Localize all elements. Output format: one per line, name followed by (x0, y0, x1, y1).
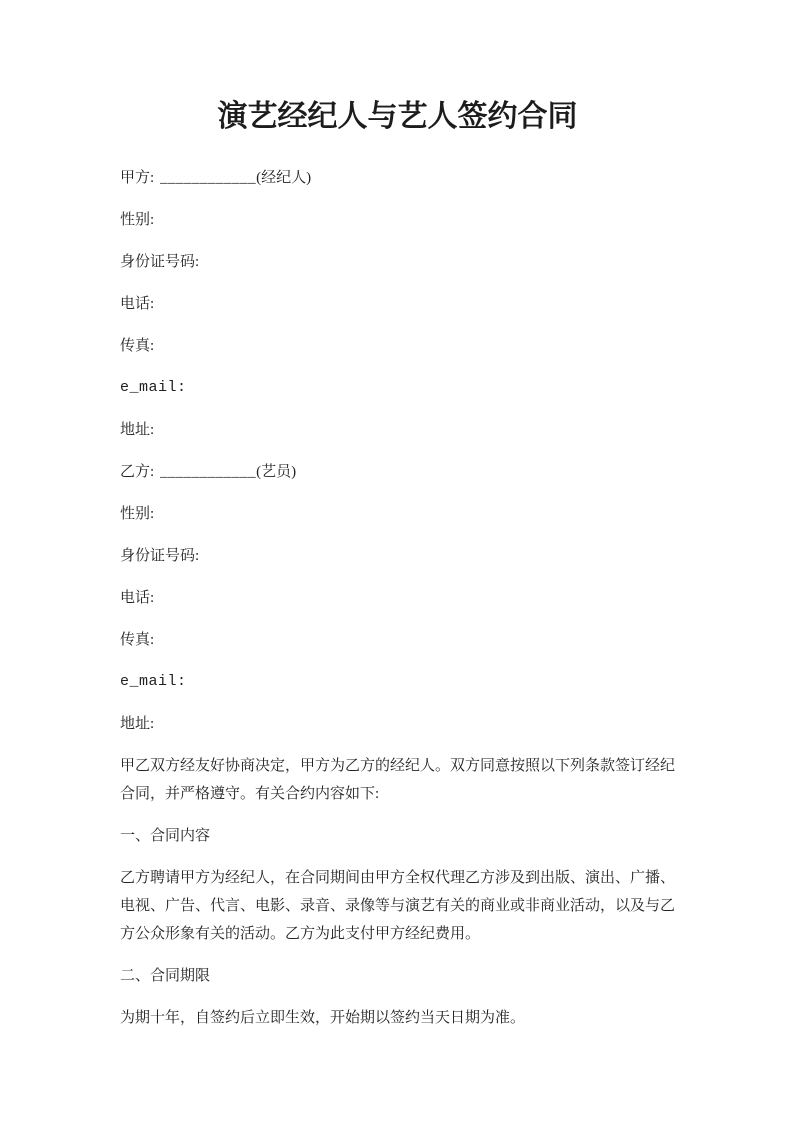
section-2-heading: 二、合同期限 (120, 968, 211, 984)
party-b-gender-label: 性别: (120, 506, 155, 522)
party-a-fax-label: 传真: (120, 338, 155, 354)
party-b-email-label: e_mail: (120, 673, 187, 690)
party-a-role: (经纪人) (256, 170, 312, 186)
party-a-address-label: 地址: (120, 422, 155, 438)
party-b-id-number-label: 身份证号码: (120, 548, 200, 564)
party-b-label: 乙方: (120, 464, 155, 480)
section-1-heading: 一、合同内容 (120, 828, 211, 844)
party-b-fax-label: 传真: (120, 632, 155, 648)
section-1-body: 乙方聘请甲方为经纪人，在合同期间由甲方全权代理乙方涉及到出版、演出、广播、电视、广告、代言、电影、录音、录像等与演艺有关的商业或非商业活动，以及与乙方公众形象有关的活动。乙方为此支付甲方经纪费用。 (120, 870, 676, 942)
party-a-phone-label: 电话: (120, 296, 155, 312)
document-title: 演艺经纪人与艺人签约合同 (217, 100, 578, 133)
party-b-role: (艺员) (256, 464, 297, 480)
section-2-body: 为期十年，自签约后立即生效，开始期以签约当天日期为准。 (120, 1010, 526, 1026)
party-a-email-label: e_mail: (120, 379, 187, 396)
party-a-name-line (120, 164, 675, 192)
party-b-phone-label: 电话: (120, 590, 155, 606)
party-a-name-blank: ____________ (160, 170, 257, 186)
intro-paragraph: 甲乙双方经友好协商决定，甲方为乙方的经纪人。双方同意按照以下列条款签订经纪合同，并严格遵守。有关合约内容如下: (120, 758, 676, 802)
party-b-name-line (120, 458, 675, 486)
party-a-gender-label: 性别: (120, 212, 155, 228)
party-b-name-blank: ____________ (160, 464, 257, 480)
party-a-id-number-label: 身份证号码: (120, 254, 200, 270)
party-b-address-label: 地址: (120, 716, 155, 732)
party-a-label: 甲方: (120, 170, 155, 186)
